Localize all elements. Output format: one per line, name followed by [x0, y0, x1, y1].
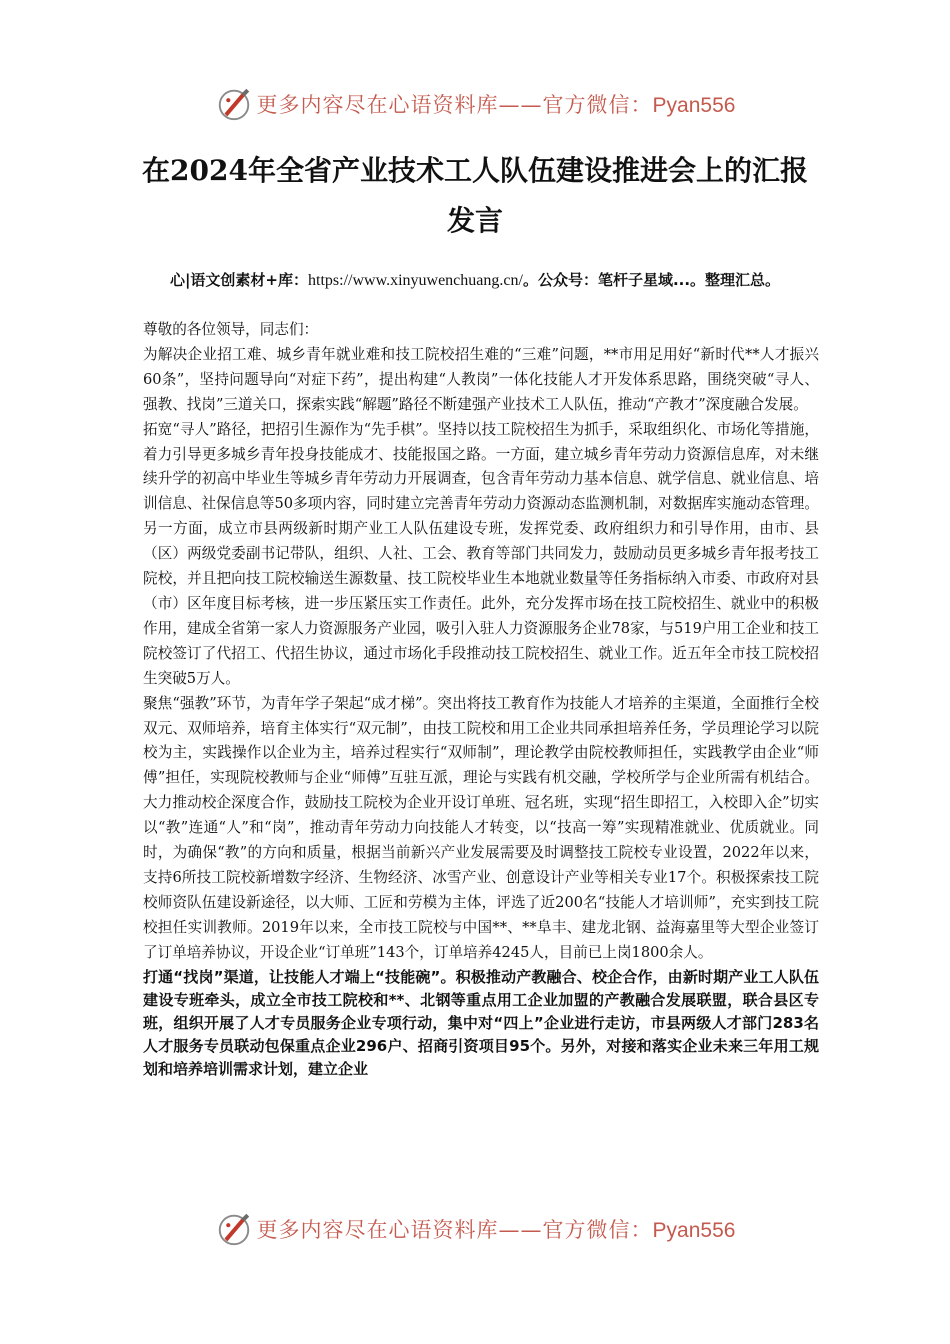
banner-text: 更多内容尽在心语资料库——官方微信：Pyan556 — [256, 93, 736, 117]
brand-logo-icon — [215, 85, 253, 123]
footer-banner — [0, 1209, 950, 1249]
paragraph-find-jobs: 打通“找岗”渠道，让技能人才端上“技能碗”。积极推动产教融合、校企合作，由新时期产业工人队伍建设专班牵头，成立全市技工院校和**、北钢等重点用工企业加盟的产教融合发展联盟，联合县区专班，组织开展了人才专员服务企业专项行动，集中对“四上”企业进行走访，市县两级人才部门283名人才服务专员联动包保重点企业296户、招商引资项目95个。另外，对接和落实企业未来三年用工规划和培养培训需求计划，建立企业 — [143, 967, 819, 1078]
header-banner — [0, 84, 950, 124]
paragraph-find-people: 拓宽“寻人”路径，把招引生源作为“先手棋”。坚持以技工院校招生为抓手，采取组织化、市场化等措施，着力引导更多城乡青年投身技能成才、技能报国之路。一方面，建立城乡青年劳动力资源信息库，对未继续升学的初高中毕业生等城乡青年劳动力开展调查，包含青年劳动力基本信息、就学信息、就业信息、培训信息、社保信息等50多项内容，同时建立完善青年劳动力资源动态监测机制，对数据库实施动态管理。另一方面，成立市县两级新时期产业工人队伍建设专班，发挥党委、政府组织力和引导作用，由市、县（区）两级党委副书记带队，组织、人社、工会、教育等部门共同发力，鼓励动员更多城乡青年报考技工院校，并且把向技工院校输送生源数量、技工院校毕业生本地就业数量等任务指标纳入市委、市政府对县（市）区年度目标考核，进一步压紧压实工作责任。此外，充分发挥市场在技工院校招生、就业中的积极作用，建成全省第一家人力资源服务产业园，吸引入驻人力资源服务企业78家，与519户用工企业和技工院校签订了代招工、代招生协议，通过市场化手段推动技工院校招生、就业工作。近五年全市技工院校招生突破5万人。 — [143, 420, 819, 687]
banner-text: 更多内容尽在心语资料库——官方微信：Pyan556 — [256, 1218, 736, 1242]
document-title: 在2024年全省产业技术工人队伍建设推进会上的汇报发言 — [142, 154, 808, 237]
source-line — [140, 269, 810, 292]
document-body — [143, 318, 819, 1081]
source-suffix: 。公众号：笔杆子星域...。整理汇总。 — [522, 271, 781, 289]
salutation: 尊敬的各位领导，同志们： — [143, 321, 319, 338]
brand-logo-icon — [215, 1210, 253, 1248]
source-url: https://www.xinyuwenchuang.cn/ — [308, 272, 523, 289]
paragraph-strengthen-education: 聚焦“强教”环节，为青年学子架起“成才梯”。突出将技工教育作为技能人才培养的主渠道，全面推行全校双元、双师培养，培育主体实行“双元制”，由技工院校和用工企业共同承担培养任务，学员理论学习以院校为主，实践操作以企业为主，培养过程实行“双师制”，理论教学由院校教师担任，实践教学由企业“师傅”担任，实现院校教师与企业“师傅”互驻互派，理论与实践有机交融，学校所学与企业所需有机结合。大力推动校企深度合作，鼓励技工院校为企业开设订单班、冠名班，实现“招生即招工，入校即入企”切实以“教”连通“人”和“岗”，推动青年劳动力向技能人才转变，以“技高一筹”实现精准就业、优质就业。同时，为确保“教”的方向和质量，根据当前新兴产业发展需要及时调整技工院校专业设置，2022年以来，支持6所技工院校新增数字经济、生物经济、冰雪产业、创意设计产业等相关专业17个。积极探索技工院校师资队伍建设新途径，以大师、工匠和劳模为主体，评选了近200名“技能人才培训师”，充实到技工院校担任实训教师。2019年以来，全市技工院校与中国**、**阜丰、建龙北钢、益海嘉里等大型企业签订了订单培养协议，开设企业“订单班”143个，订单培养4245人，目前已上岗1800余人。 — [143, 694, 819, 961]
intro-paragraph: 为解决企业招工难、城乡青年就业难和技工院校招生难的“三难”问题，**市用足用好“新时代**人才振兴60条”，坚持问题导向“对症下药”，提出构建“人教岗”一体化技能人才开发体系思路，围绕突破“寻人、强教、找岗”三道关口，探索实践“解题”路径不断建强产业技术工人队伍，推动“产教才”深度融合发展。 — [143, 345, 819, 413]
source-prefix: 心|语文创素材+库： — [169, 271, 308, 289]
